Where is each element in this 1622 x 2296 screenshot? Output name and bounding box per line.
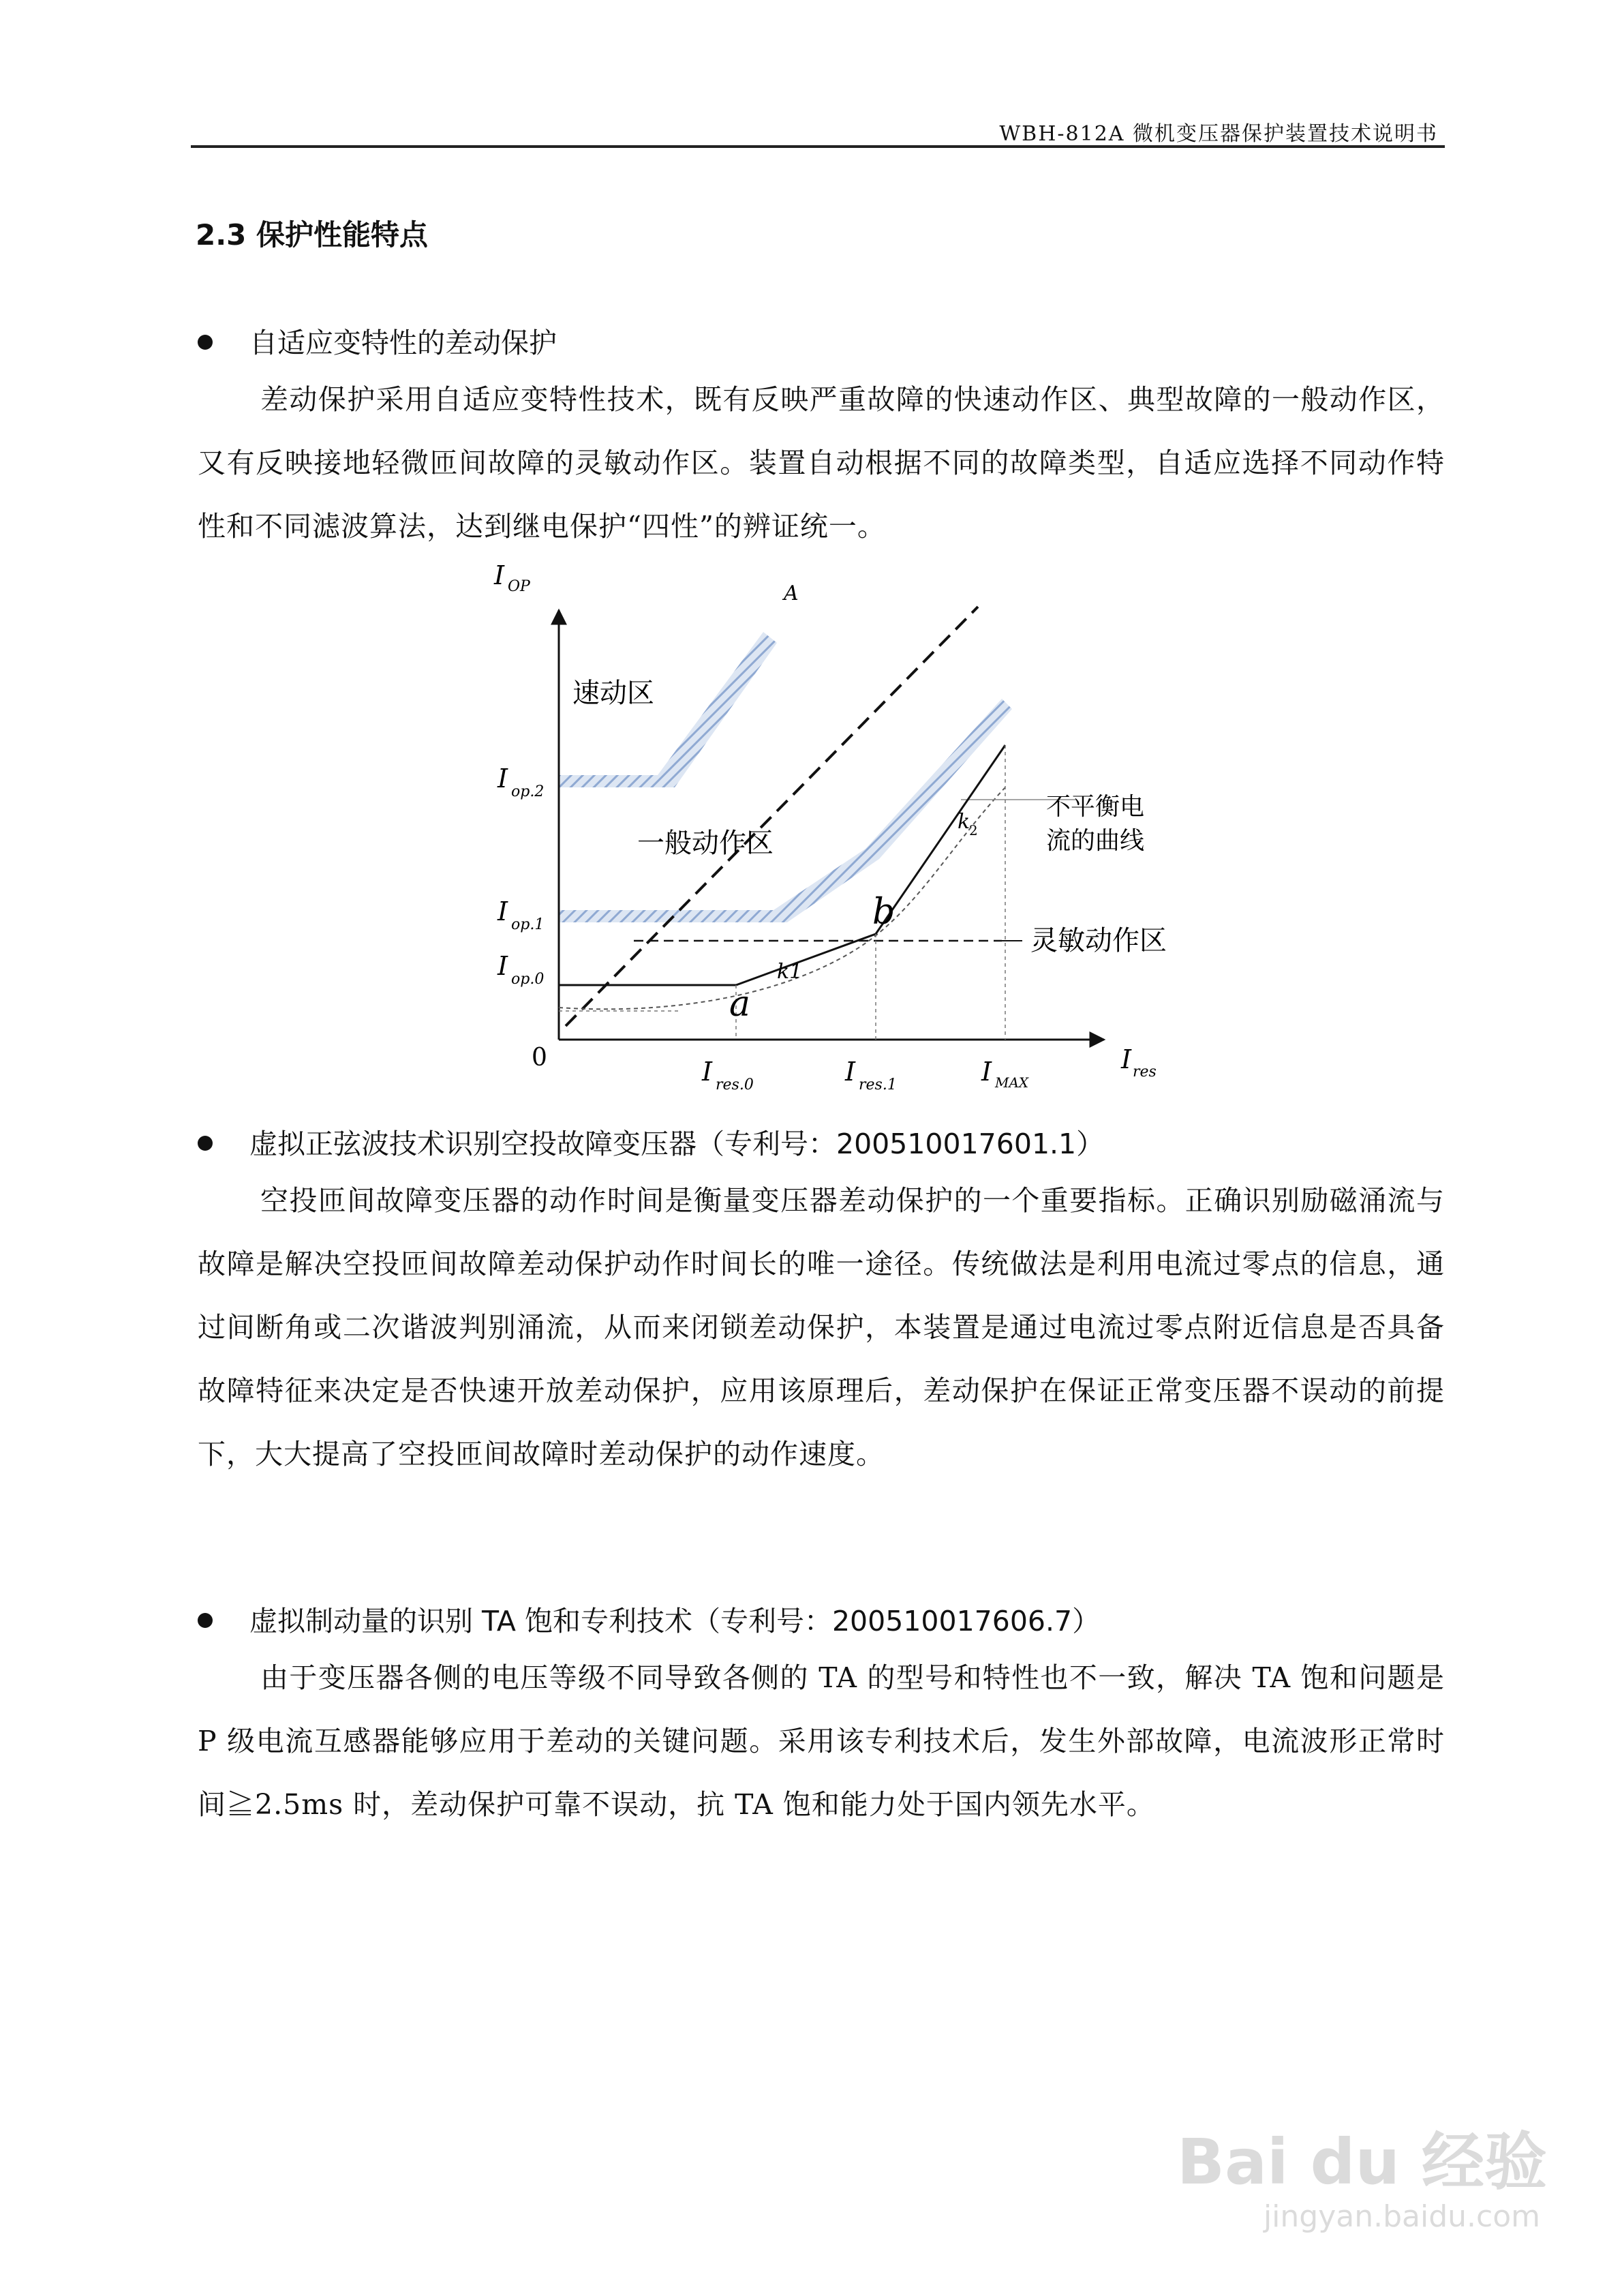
zone-fast-label: 速动区 [572,678,654,709]
watermark-url: jingyan.baidu.com [1263,2199,1540,2234]
slope-k2-label [958,810,978,839]
svg-text:I: I [498,951,508,981]
svg-text:I: I [494,560,505,590]
watermark-brand: Bai du 经验 [1176,2126,1547,2199]
x-tick-max [981,1057,1029,1091]
svg-text:I: I [702,1057,713,1087]
svg-text:res.1: res.1 [859,1076,897,1093]
svg-text:res.0: res.0 [716,1076,754,1093]
svg-text:2: 2 [969,822,978,839]
x-tick-res1 [844,1057,897,1093]
bullet-dot-icon [198,1136,213,1151]
point-a-label: a [729,984,751,1025]
svg-text:res: res [1133,1063,1157,1081]
zone-general-label: 一般动作区 [637,828,774,859]
bullet-heading-3: 虚拟制动量的识别 TA 饱和专利技术（专利号：200510017606.7） [249,1605,1101,1637]
svg-text:I: I [845,1057,856,1087]
differential-characteristic-figure [477,556,1213,1101]
slope-k1-label: k1 [777,960,803,984]
bullet-heading-2: 虚拟正弦波技术识别空投故障变压器（专利号：200510017601.1） [249,1128,1105,1160]
bullet-dot-icon [198,1613,213,1628]
svg-text:I: I [981,1057,992,1087]
svg-text:OP: OP [508,578,530,595]
baidu-watermark [1165,2112,1547,2248]
bullet-item-1 [198,320,557,361]
fast-zone-band [559,632,777,787]
header-title: WBH-812A 微机变压器保护装置技术说明书 [999,122,1438,146]
svg-text:op.1: op.1 [511,916,545,933]
svg-text:op.0: op.0 [511,971,545,988]
svg-text:I: I [1121,1044,1132,1074]
y-tick-op1 [497,896,544,933]
y-tick-op2 [497,764,544,800]
bullet-item-3 [198,1599,1100,1639]
origin-label: 0 [532,1044,547,1072]
svg-text:I: I [498,764,508,794]
page-header [191,112,1445,148]
zone-sensitive-label: 灵敏动作区 [1030,925,1167,956]
x-axis-label [1120,1044,1157,1081]
svg-text:k: k [958,810,970,834]
svg-text:op.2: op.2 [511,783,545,800]
x-tick-res0 [701,1057,754,1093]
paragraph-3: 由于变压器各侧的电压等级不同导致各侧的 TA 的型号和特性也不一致，解决 TA 饱和问题是 P 级电流互感器能够应用于差动的关键问题。采用该专利技术后，发生外部故障，电流波形正常时间≧2.5ms 时，差动保护可靠不误动，抗 TA 饱和能力处于国内领先水平。 [198,1661,1445,1821]
bullet-dot-icon [198,335,213,350]
point-b-label: b [872,892,896,933]
general-zone-band [559,699,1012,922]
point-A-label: A [784,581,799,605]
unbalance-label-2: 流的曲线 [1046,827,1145,855]
y-axis-label [493,560,531,595]
section-title: 2.3 保护性能特点 [196,218,429,252]
paragraph-1: 差动保护采用自适应变特性技术，既有反映严重故障的快速动作区、典型故障的一般动作区，又有反映接地轻微匝间故障的灵敏动作区。装置自动根据不同的故障类型，自适应选择不同动作特性和不同滤波算法，达到继电保护“四性”的辨证统一。 [198,383,1445,543]
unbalance-label-1: 不平衡电 [1046,793,1145,821]
svg-text:I: I [498,896,508,926]
paragraph-2: 空投匝间故障变压器的动作时间是衡量变压器差动保护的一个重要指标。正确识别励磁涌流与故障是解决空投匝间故障差动保护动作时间长的唯一途径。传统做法是利用电流过零点的信息，通过间断角或二次谐波判别涌流，从而来闭锁差动保护，本装置是通过电流过零点附近信息是否具备故障特征来决定是否快速开放差动保护，应用该原理后，差动保护在保证正常变压器不误动的前提下，大大提高了空投匝间故障时差动保护的动作速度。 [198,1184,1445,1470]
svg-text:MAX: MAX [995,1074,1029,1091]
bullet-item-2 [198,1121,1104,1162]
bullet-heading-1: 自适应变特性的差动保护 [249,327,557,359]
y-tick-op0 [497,951,544,988]
